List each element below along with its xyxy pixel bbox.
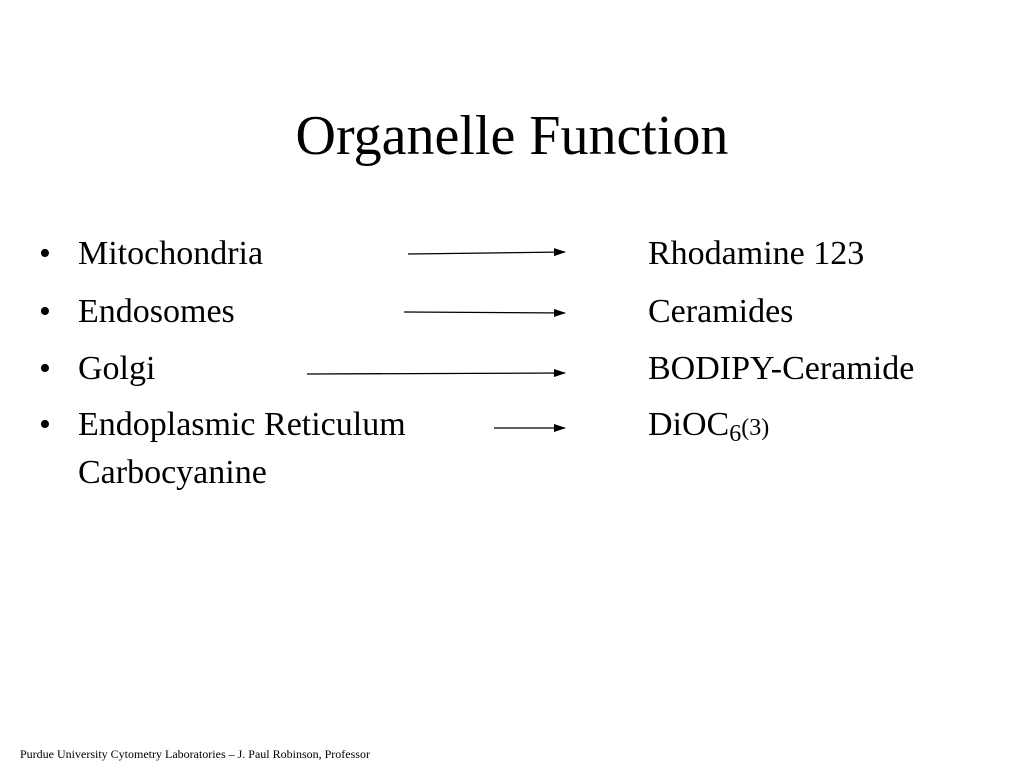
organelle-mitochondria: Mitochondria	[78, 235, 264, 272]
probe-dioc-suffix: (3)	[741, 415, 770, 441]
bullet-marker: •	[39, 293, 51, 330]
probe-ceramides: Ceramides	[648, 293, 794, 330]
arrow-right-icon	[307, 373, 565, 374]
probe-rhodamine-123: Rhodamine 123	[648, 235, 865, 272]
slide-title: Organelle Function	[295, 105, 729, 167]
probe-bodipy-ceramide: BODIPY-Ceramide	[648, 350, 915, 387]
organelle-golgi: Golgi	[78, 350, 156, 387]
organelle-endoplasmic-reticulum: Endoplasmic Reticulum	[78, 406, 406, 443]
probe-dioc-subscript: 6	[729, 421, 742, 447]
probe-dioc-base: DiOC	[648, 406, 730, 443]
organelle-continuation-carbocyanine: Carbocyanine	[78, 454, 267, 491]
bullet-marker: •	[39, 350, 51, 387]
arrow-right-icon	[404, 312, 565, 313]
bullet-marker: •	[39, 406, 51, 443]
arrow-right-icon	[408, 252, 565, 254]
bullet-marker: •	[39, 235, 51, 272]
organelle-endosomes: Endosomes	[78, 293, 235, 330]
slide-footer: Purdue University Cytometry Laboratories – J. Paul Robinson, Professor	[20, 747, 370, 761]
